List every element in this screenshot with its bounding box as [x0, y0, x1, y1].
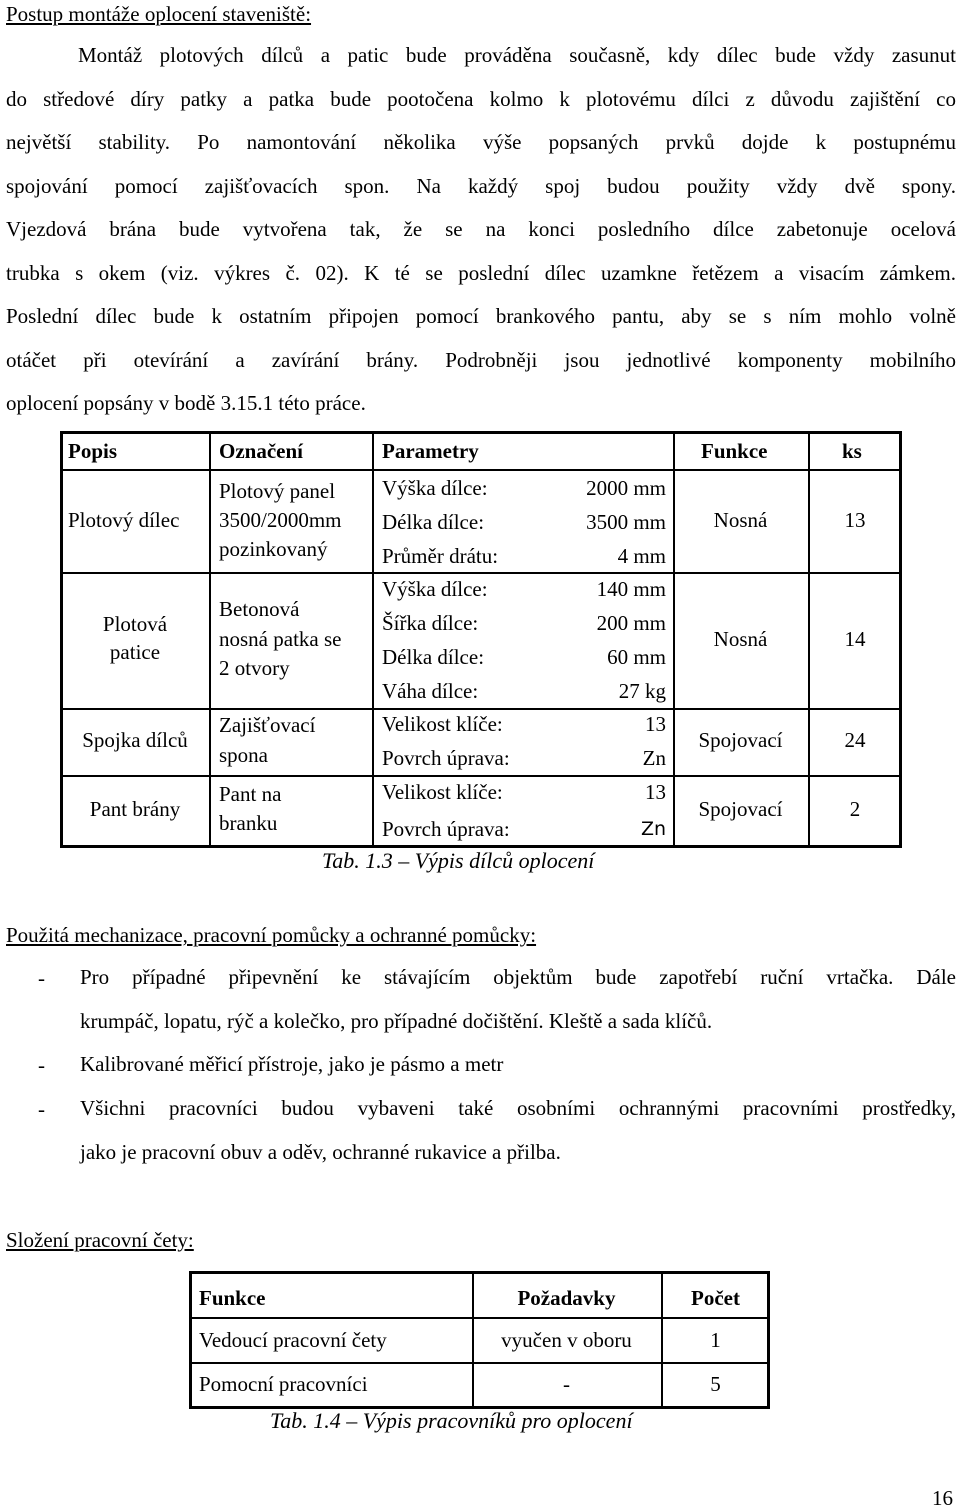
- param-value: 60 mm: [607, 645, 666, 669]
- param-value: 4 mm: [617, 544, 666, 568]
- list-item-line: Kalibrované měřicí přístroje, jako je pásmo a metr: [80, 1052, 504, 1076]
- header-funkce: Funkce: [701, 439, 768, 463]
- param-label: Velikost klíče:: [382, 712, 503, 736]
- param-label: Délka dílce:: [382, 510, 485, 534]
- list-item-line: jako je pracovní obuv a oděv, ochranné rukavice a přilba.: [80, 1139, 561, 1164]
- param-label: Výška dílce:: [382, 577, 488, 601]
- paragraph-line: Vjezdová brána bude vytvořena tak, že se na konci posledního dílce zabetonuje ocelová: [6, 217, 956, 241]
- cell-funkce: Vedoucí pracovní čety: [199, 1328, 387, 1352]
- paragraph-line: Poslední dílec bude k ostatním připojen pomocí brankového pantu, aby se s ním mohlo volně: [6, 304, 956, 328]
- table-header-divider: [189, 1317, 770, 1319]
- cell-popis: Plotová: [102, 612, 168, 636]
- table-row-divider: [60, 708, 902, 710]
- cell-ks: 24: [844, 728, 866, 752]
- cell-funkce: Nosná: [713, 627, 768, 651]
- param-label: Délka dílce:: [382, 645, 485, 669]
- cell-popis: patice: [109, 640, 161, 664]
- cell-oznaceni: Zajišťovací: [219, 713, 316, 737]
- page-number: 16: [932, 1486, 953, 1510]
- table-col-divider: [372, 431, 374, 848]
- section-heading-crew: Složení pracovní čety:: [6, 1228, 194, 1252]
- list-item: [80, 1087, 956, 1174]
- cell-pozadavky: vyučen v oboru: [501, 1328, 632, 1352]
- param-label: Váha dílce:: [382, 679, 479, 703]
- cell-oznaceni: 2 otvory: [219, 656, 290, 680]
- param-label: Velikost klíče:: [382, 780, 503, 804]
- header-pocet: Počet: [691, 1286, 740, 1310]
- cell-oznaceni: Pant na: [219, 782, 282, 806]
- cell-oznaceni: nosná patka se: [219, 627, 342, 651]
- param-value: 140 mm: [596, 577, 666, 601]
- param-label: Povrch úprava:: [382, 817, 510, 841]
- cell-popis: Spojka dílců: [82, 728, 188, 752]
- header-funkce: Funkce: [199, 1286, 266, 1310]
- paragraph-line: do středové díry patky a patka bude pootočena kolmo k plotovému dílci z důvodu zajištění co: [6, 86, 956, 111]
- paragraph-line: trubka s okem (viz. výkres č. 02). K té se poslední dílec uzamkne řetězem a visacím zámkem.: [6, 260, 956, 285]
- cell-ks: 13: [844, 508, 866, 532]
- param-value: 13: [645, 780, 666, 804]
- list-item: [80, 956, 956, 1043]
- table-row-divider: [60, 572, 902, 574]
- cell-pozadavky: -: [563, 1372, 570, 1396]
- section-heading-equipment: Použitá mechanizace, pracovní pomůcky a ochranné pomůcky:: [6, 923, 537, 947]
- section-heading-assembly: Postup montáže oplocení staveniště:: [6, 2, 312, 26]
- paragraph-line: Montáž plotových dílců a patic bude prováděna současně, kdy dílec bude vždy zasunut: [78, 43, 956, 67]
- param-value: 27 kg: [618, 679, 666, 703]
- list-dash: -: [38, 1053, 45, 1077]
- cell-funkce: Nosná: [713, 508, 768, 532]
- table-row-divider: [189, 1362, 770, 1364]
- list-item: [80, 1043, 956, 1087]
- param-value: Zn: [640, 818, 666, 840]
- cell-funkce: Spojovací: [698, 797, 783, 821]
- param-label: Povrch úprava:: [382, 746, 510, 770]
- table-header-divider: [60, 469, 902, 471]
- table-caption: Tab. 1.4 – Výpis pracovníků pro oplocení: [270, 1408, 633, 1433]
- paragraph-line: největší stability. Po namontování několika výše popsaných prvků dojde k postupnému: [6, 130, 956, 154]
- paragraph-line: spojování pomocí zajišťovacích spon. Na každý spoj budou použity vždy dvě spony.: [6, 173, 956, 198]
- table-row-divider: [60, 775, 902, 777]
- cell-oznaceni: 3500/2000mm: [219, 508, 342, 532]
- cell-oznaceni: spona: [219, 743, 268, 767]
- table-caption: Tab. 1.3 – Výpis dílců oplocení: [322, 848, 595, 873]
- header-pozadavky: Požadavky: [517, 1286, 616, 1310]
- cell-oznaceni: branku: [219, 811, 278, 835]
- param-value: 13: [645, 712, 666, 736]
- header-parametry: Parametry: [382, 439, 479, 463]
- list-item-line: Všichni pracovníci budou vybaveni také osobními ochrannými pracovními prostředky,: [80, 1096, 956, 1120]
- cell-oznaceni: Plotový panel: [219, 479, 336, 503]
- list-item-line: Pro případné připevnění ke stávajícím objektům bude zapotřebí ruční vrtačka. Dále: [80, 965, 956, 989]
- param-value: 2000 mm: [586, 476, 666, 500]
- param-label: Výška dílce:: [382, 476, 488, 500]
- cell-ks: 14: [844, 627, 866, 651]
- header-popis: Popis: [68, 439, 118, 463]
- assembly-paragraph: [6, 34, 956, 426]
- header-ks: ks: [842, 439, 862, 463]
- list-dash: -: [38, 966, 45, 990]
- list-item-line: krumpáč, lopatu, rýč a kolečko, pro případné dočištění. Kleště a sada klíčů.: [80, 1008, 713, 1033]
- cell-pocet: 1: [710, 1328, 721, 1352]
- cell-oznaceni: Betonová: [219, 597, 300, 621]
- cell-oznaceni: pozinkovaný: [219, 537, 328, 561]
- cell-ks: 2: [849, 797, 861, 821]
- cell-pocet: 5: [710, 1372, 721, 1396]
- param-value: Zn: [642, 746, 666, 770]
- param-value: 200 mm: [596, 611, 666, 635]
- cell-popis: Pant brány: [89, 797, 181, 821]
- cell-funkce: Pomocní pracovníci: [199, 1372, 368, 1396]
- cell-funkce: Spojovací: [698, 728, 783, 752]
- header-oznaceni: Označení: [219, 439, 303, 463]
- list-dash: -: [38, 1097, 45, 1121]
- cell-popis: Plotový dílec: [68, 508, 180, 532]
- param-label: Šířka dílce:: [382, 611, 479, 635]
- paragraph-line: oplocení popsány v bodě 3.15.1 této práce.: [6, 391, 366, 415]
- paragraph-line: otáčet při otevírání a zavírání brány. Podrobněji jsou jednotlivé komponenty mobilního: [6, 347, 956, 372]
- param-value: 3500 mm: [586, 510, 666, 534]
- param-label: Průměr drátu:: [382, 544, 499, 568]
